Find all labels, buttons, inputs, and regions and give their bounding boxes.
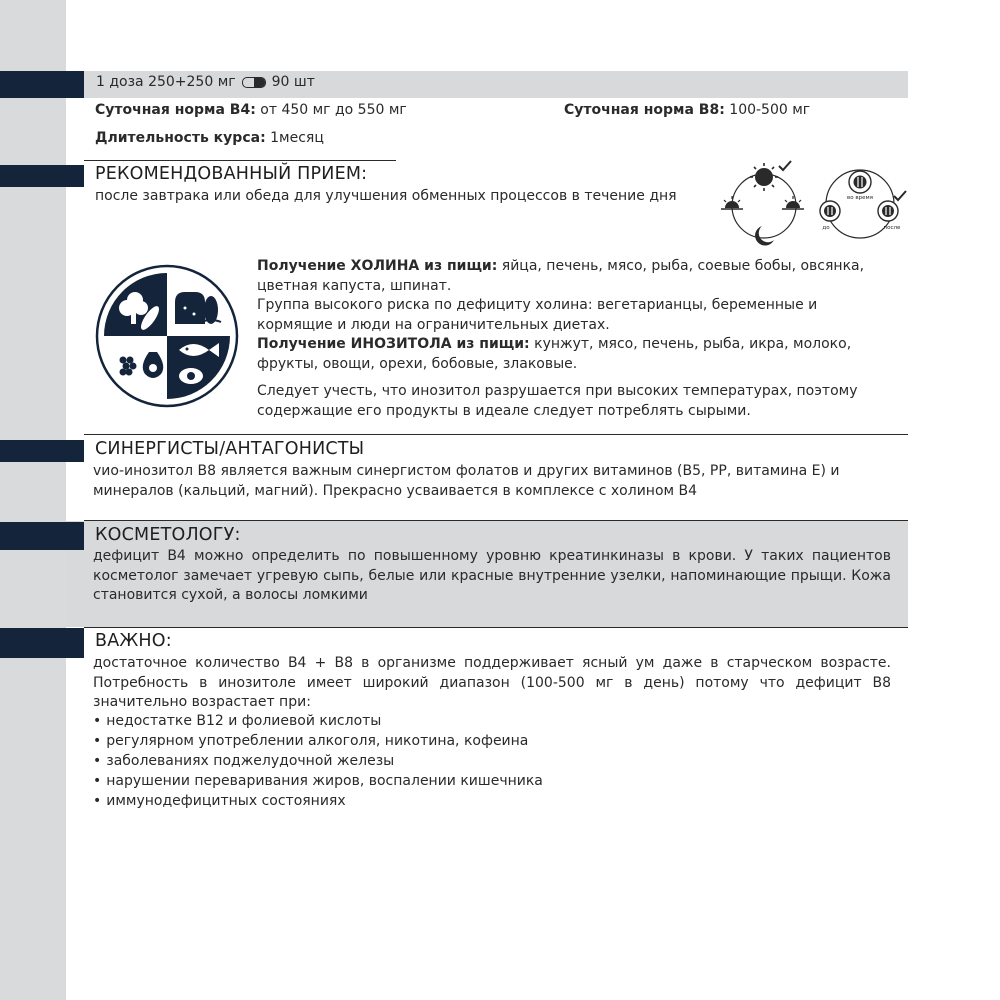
dose-text: 1 доза 250+250 мг <box>96 74 236 90</box>
egg-icon <box>179 368 203 384</box>
capsule-icon <box>242 77 266 88</box>
bread-icon <box>175 292 205 324</box>
choline-sources <box>257 257 882 296</box>
course-duration-label: Длительность курса: <box>95 130 266 146</box>
inositol-note: Следует учесть, что инозитол разрушается при высоких температурах, поэтому содержащие его продукты в идеале следует потреблять сырыми. <box>257 383 858 419</box>
meal-label-during: во время <box>847 195 873 201</box>
sunrise-icon <box>721 196 743 209</box>
choline-text: яйца, печень, мясо, рыба, соевые бобы, овсянка, цветная капуста, шпинат. <box>257 258 865 294</box>
daily-norm-b8 <box>564 102 810 118</box>
section-marker-cosmetologist <box>0 522 84 550</box>
time-of-day-cycle-icon <box>718 160 810 250</box>
daily-norm-b4-label: Суточная норма В4: <box>95 102 256 118</box>
inositol-text: кунжут, мясо, печень, рыба, икра, молоко, фрукты, овощи, орехи, бобовые, злаковые. <box>257 336 852 372</box>
list-item: • нарушении переваривания жиров, воспалении кишечника <box>93 771 543 791</box>
dose-count: 90 шт <box>271 74 315 90</box>
food-groups-icon <box>95 264 239 408</box>
deficiency-causes-list <box>93 711 543 811</box>
cosmetologist-text: дефицит В4 можно определить по повышенному уровню креатинкиназы в крови. У таких пациентов косметолог замечает угревую сыпь, белые или красные внутренние узелки, напоминающие прыщи. Кожа становится сухой, а волосы ломкими <box>93 548 891 603</box>
synergists-text: vио-инозитол В8 является важным синергистом фолатов и других витаминов (В5, РР, витамина Е) и минералов (кальций, магний). Прекрасно усваивается в комплексе с холином В4 <box>93 463 840 499</box>
divider <box>84 434 908 435</box>
inositol-sources <box>257 335 882 374</box>
plate-after-icon <box>878 201 898 221</box>
synergists-title: СИНЕРГИСТЫ/АНТАГОНИСТЫ <box>95 439 365 459</box>
important-title: ВАЖНО: <box>95 631 172 651</box>
dose-line <box>96 74 315 90</box>
course-duration-value: 1месяц <box>270 130 324 146</box>
daily-norm-b4 <box>95 102 407 118</box>
plate-during-icon <box>849 171 871 193</box>
recommended-text: после завтрака или обеда для улучшения обменных процессов в течение дня <box>95 188 677 204</box>
daily-norm-b4-value: от 450 мг до 550 мг <box>260 102 407 118</box>
list-item: • недостатке В12 и фолиевой кислоты <box>93 711 543 731</box>
meal-label-before: до <box>822 225 830 231</box>
list-item: • заболеваниях поджелудочной железы <box>93 751 543 771</box>
check-icon <box>779 161 791 170</box>
daily-norm-b8-label: Суточная норма В8: <box>564 102 725 118</box>
choline-label: Получение ХОЛИНА из пищи: <box>257 258 498 274</box>
section-marker-synergists <box>0 440 84 462</box>
plate-before-icon <box>820 201 840 221</box>
moon-icon <box>755 226 774 246</box>
side-strip <box>0 0 66 1000</box>
meal-label-after: после <box>883 225 901 231</box>
meal-timing-icon <box>812 160 912 246</box>
section-marker-recommended <box>0 165 84 187</box>
divider <box>84 160 396 161</box>
section-marker-important <box>0 628 84 658</box>
inositol-label: Получение ИНОЗИТОЛА из пищи: <box>257 336 530 352</box>
daily-norm-b8-value: 100-500 мг <box>729 102 811 118</box>
list-item: • регулярном употреблении алкоголя, никотина, кофеина <box>93 731 543 751</box>
list-item: • иммунодефицитных состояниях <box>93 791 543 811</box>
divider <box>84 627 908 628</box>
risk-group: Группа высокого риска по дефициту холина: вегетарианцы, беременные и кормящие и люди на ограничительных диетах. <box>257 297 818 333</box>
course-duration <box>95 130 324 146</box>
important-text: достаточное количество В4 + В8 в организме поддерживает ясный ум даже в старческом возрасте. Потребность в инозитоле имеет широкий диапазон (100-500 мг в день) потому что дефицит В8 значительно возрастает при: <box>93 655 891 710</box>
check-icon <box>894 191 906 200</box>
cosmetologist-title: КОСМЕТОЛОГУ: <box>95 525 241 545</box>
sun-icon <box>750 163 778 191</box>
recommended-title: РЕКОМЕНДОВАННЫЙ ПРИЕМ: <box>95 164 368 184</box>
dose-marker <box>0 71 84 98</box>
